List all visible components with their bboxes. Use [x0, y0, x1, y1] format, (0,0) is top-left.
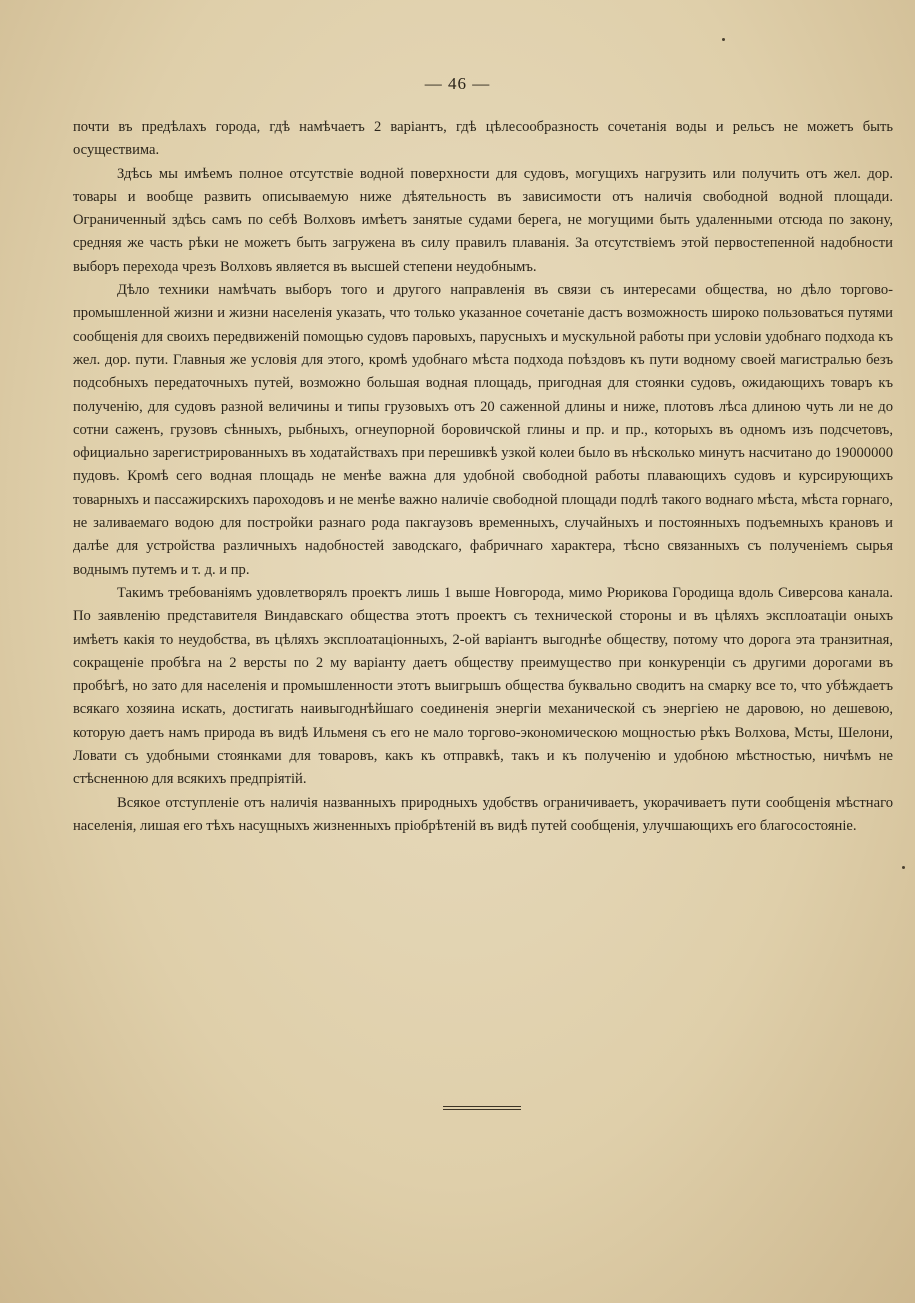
page-number: — 46 —	[424, 74, 491, 93]
paragraph-3: Дѣло техники намѣчать выборъ того и другого направленiя въ связи съ интересами общества, но дѣло торгово-промышленной жизни и жизни населенiя указать, что только указанное сочетанiе дастъ возможность широко пользоваться путями сообщенiя для своихъ передвиженiй помощью судовъ паровыхъ, парусныхъ и мускульной работы при условiи удобнаго подхода къ жел. дор. пути. Главныя же условiя для этого, кромѣ удобнаго мѣста подхода поѣздовъ къ пути водному своей магистралью безъ подсобныхъ передаточныхъ путей, возможно большая водная площадь, пригодная для стоянки судовъ, ожидающихъ товаръ къ полученiю, для судовъ разной величины и типы грузовыхъ отъ 20 саженной длины и ниже, плотовъ лѣса длиною чуть ли не до сотни саженъ, грузовъ сѣнныхъ, рыбныхъ, огнеупорной боровичской глины и пр. и пр., которыхъ въ одномъ изъ подсчетовъ, официально зарегистрированныхъ въ ходатайствахъ при перешивкѣ узкой колеи было въ нѣсколько минутъ насчитано до 19000000 пудовъ. Кромѣ сего водная площадь не менѣе важна для удобной свободной работы плавающихъ судовъ и курсирующихъ товарныхъ и пассажирскихъ пароходовъ и не менѣе важно наличiе свободной площади подлѣ такого воднаго мѣста, мѣста горнаго, не заливаемаго водою для постройки разнаго рода пакгаузовъ временныхъ, случайныхъ и постоянныхъ подъемныхъ крановъ и далѣе для устройства различныхъ надобностей заводскаго, фабричнаго характера, тѣсно связанныхъ съ полученiемъ сырья воднымъ путемъ и т. д. и пр.	[73, 282, 893, 578]
paper-speck	[722, 38, 725, 41]
paragraph-5: Всякое отступленiе отъ наличiя названныхъ природныхъ удобствъ ограничиваетъ, укорачиваетъ пути сообщенiя мѣстнаго населенiя, лишая его тѣхъ насущныхъ жизненныхъ прiобрѣтенiй въ видѣ путей сообщенiя, улучшающихъ его благосостоянiе.	[73, 794, 893, 834]
paper-speck	[902, 866, 905, 869]
paragraph-4: Такимъ требованiямъ удовлетворялъ проектъ лишь 1 выше Новгорода, мимо Рюрикова Городища вдоль Сиверсова канала. По заявленiю представителя Виндавскаго общества этотъ проектъ съ технической стороны и въ цѣляхъ эксплоатацiи оныхъ имѣетъ какiя то неудобства, въ цѣляхъ эксплоатацiонныхъ, 2-ой варiантъ выгоднѣе обществу, потому что дорога эта транзитная, сокращенiе пробѣга на 2 версты по 2 му варiанту даетъ обществу преимущество при конкуренцiи съ другими дорогами въ пробѣгѣ, но зато для населенiя и промышленности этотъ выигрышъ общества буквально сводитъ на смарку все то, что убѣждаетъ всякаго хозяина искать, достигать наивыгоднѣйшаго соединенiя энергiи механической съ энергiею не даровою, но дешевою, которую даетъ намъ природа въ видѣ Ильменя съ его не мало торгово-экономическою мощностью рѣкъ Волхова, Мсты, Шелони, Ловати съ удобными стоянками для товаровъ, какъ къ отправкѣ, такъ и къ полученiю и удобною мѣстностью, ничѣмъ не стѣсненною для всякихъ предпрiятiй.	[73, 584, 893, 788]
paragraph-1: почти въ предѣлахъ города, гдѣ намѣчаетъ 2 варiантъ, гдѣ цѣлесообразность сочетанiя воды и рельсъ не можетъ быть осуществима.	[73, 119, 893, 159]
body-text	[73, 116, 893, 838]
paragraph-2: Здѣсь мы имѣемъ полное отсутствiе водной поверхности для судовъ, могущихъ нагрузить или получить отъ жел. дор. товары и вообще развить описываемую ниже дѣятельность въ зависимости отъ наличiя свободной водной площади. Ограниченный здѣсь самъ по себѣ Волховъ имѣетъ занятые судами берега, не могущими быть удаленными отсюда по закону, средняя же часть рѣки не можетъ быть загружена въ силу правилъ плаванiя. За отсутствiемъ этой первостепенной надобности выборъ перехода чрезъ Волховъ является въ высшей степени неудобнымъ.	[73, 165, 893, 275]
end-double-rule	[443, 1106, 521, 1110]
